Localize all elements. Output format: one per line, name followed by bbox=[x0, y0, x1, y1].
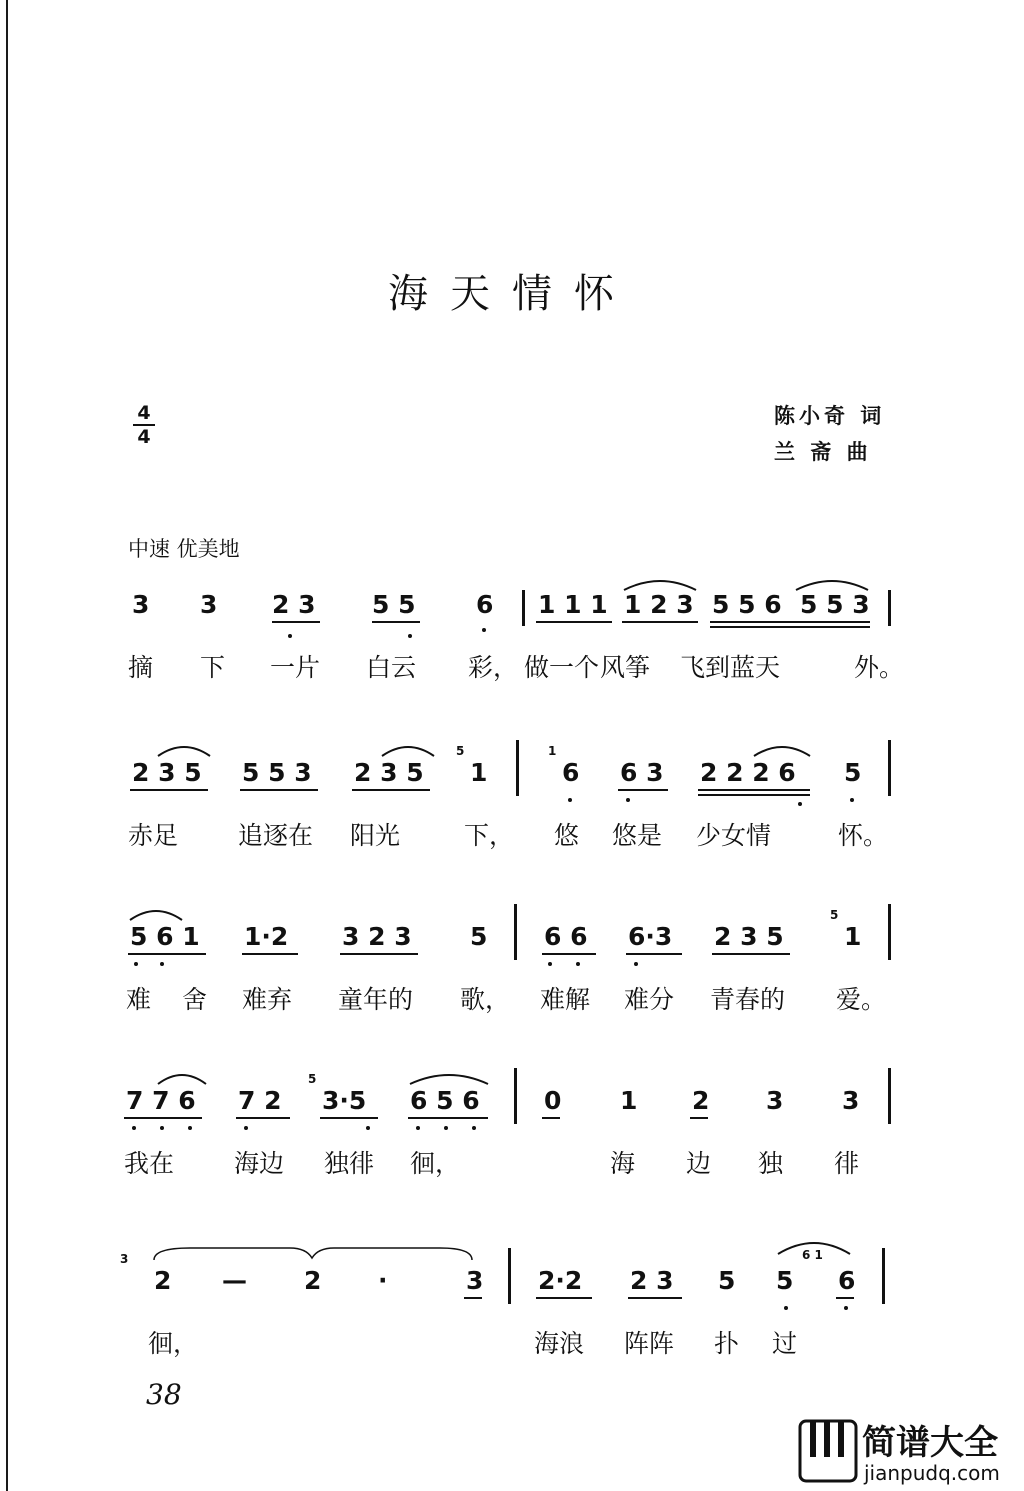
note-group: 2 bbox=[692, 1086, 710, 1115]
underline bbox=[836, 1297, 854, 1299]
note-group: 5 5 bbox=[372, 590, 416, 619]
note-group: 3 bbox=[766, 1086, 784, 1115]
note-group: 2 bbox=[154, 1266, 172, 1295]
lyric: 青春的 bbox=[710, 985, 786, 1014]
low-octave-dot bbox=[160, 962, 164, 966]
note-group: 5 5 3 bbox=[800, 590, 870, 619]
note-group: 2 3 5 bbox=[354, 758, 424, 787]
score-line-3 bbox=[120, 908, 910, 1062]
tie bbox=[150, 1242, 476, 1264]
note-group: 2 3 bbox=[272, 590, 316, 619]
low-octave-dot bbox=[444, 1126, 448, 1130]
underline bbox=[320, 1117, 378, 1119]
grace-note: 5 bbox=[308, 1072, 317, 1086]
low-octave-dot bbox=[482, 628, 486, 632]
note-group: 3 2 3 bbox=[342, 922, 412, 951]
grace-note: 1 bbox=[548, 744, 557, 758]
lyric: 难 bbox=[126, 985, 152, 1014]
lyric: 悠 bbox=[554, 821, 580, 850]
underline bbox=[622, 621, 698, 623]
note-group: 2 2 2 6 bbox=[700, 758, 796, 787]
note-group: 6 bbox=[838, 1266, 856, 1295]
underline bbox=[340, 953, 418, 955]
note-group: 3 bbox=[466, 1266, 484, 1295]
underline bbox=[242, 953, 298, 955]
lyric: 海 bbox=[610, 1149, 636, 1178]
note-group: 2 3 5 bbox=[714, 922, 784, 951]
underline bbox=[352, 789, 430, 791]
low-octave-dot bbox=[408, 634, 412, 638]
underline bbox=[536, 1297, 592, 1299]
lyric: 我在 bbox=[124, 1149, 175, 1178]
score-line-2 bbox=[120, 744, 910, 898]
lyric: 风筝 bbox=[600, 653, 651, 682]
low-octave-dot bbox=[798, 802, 802, 806]
note-group: 7 7 6 bbox=[126, 1086, 196, 1115]
time-signature-denominator: 4 bbox=[137, 426, 151, 448]
barline bbox=[888, 740, 891, 796]
low-octave-dot bbox=[416, 1126, 420, 1130]
lyric: 难分 bbox=[624, 985, 675, 1014]
note-group: · bbox=[378, 1266, 388, 1295]
lyric: 追逐在 bbox=[238, 821, 314, 850]
note-group: 5 6 1 bbox=[130, 922, 200, 951]
grace-note: 3 bbox=[120, 1252, 129, 1266]
slur bbox=[774, 1236, 854, 1256]
note-group: 2 3 bbox=[630, 1266, 674, 1295]
slur bbox=[154, 1068, 210, 1086]
note-group: 6 bbox=[562, 758, 580, 787]
watermark-name: 简谱大全 bbox=[862, 1423, 998, 1463]
underline bbox=[128, 953, 206, 955]
low-octave-dot bbox=[132, 1126, 136, 1130]
barline bbox=[514, 1068, 517, 1124]
underline bbox=[536, 621, 612, 623]
song-title: 海天情怀 bbox=[388, 271, 636, 317]
underline bbox=[712, 953, 790, 955]
lyric: 扑 bbox=[714, 1329, 740, 1358]
underline bbox=[408, 1117, 488, 1119]
lyric: 阵阵 bbox=[624, 1329, 675, 1358]
underline bbox=[130, 789, 208, 791]
lyric: 徊， bbox=[148, 1329, 199, 1358]
lyric: 舍 bbox=[182, 985, 208, 1014]
underline bbox=[626, 953, 682, 955]
lyric: 海边 bbox=[234, 1149, 285, 1178]
lyric: 徊， bbox=[410, 1149, 461, 1178]
low-octave-dot bbox=[634, 962, 638, 966]
low-octave-dot bbox=[548, 962, 552, 966]
underline bbox=[236, 1117, 290, 1119]
note-group: 3 bbox=[200, 590, 218, 619]
underline bbox=[618, 789, 668, 791]
low-octave-dot bbox=[568, 798, 572, 802]
lyric: 边 bbox=[686, 1149, 712, 1178]
low-octave-dot bbox=[576, 962, 580, 966]
piano-keys-icon bbox=[798, 1419, 858, 1483]
lyric: 悠是 bbox=[612, 821, 663, 850]
note-group: 7 2 bbox=[238, 1086, 282, 1115]
lyric: 下， bbox=[464, 821, 515, 850]
low-octave-dot bbox=[626, 798, 630, 802]
lyric: 爱。 bbox=[836, 985, 887, 1014]
site-watermark bbox=[798, 1415, 1020, 1487]
lyric: 一片 bbox=[270, 653, 321, 682]
watermark-url: jianpudq.com bbox=[864, 1461, 1000, 1485]
note-group: — bbox=[222, 1266, 247, 1295]
note-group: 5 bbox=[844, 758, 862, 787]
note-group: 5 bbox=[718, 1266, 736, 1295]
score-line-4 bbox=[120, 1072, 910, 1226]
note-group: 3·5 bbox=[322, 1086, 367, 1115]
barline bbox=[888, 1068, 891, 1124]
low-octave-dot bbox=[844, 1306, 848, 1310]
underline bbox=[542, 1117, 560, 1119]
low-octave-dot bbox=[134, 962, 138, 966]
underline bbox=[710, 626, 870, 628]
low-octave-dot bbox=[366, 1126, 370, 1130]
underline bbox=[698, 794, 810, 796]
lyric: 独 bbox=[758, 1149, 784, 1178]
low-octave-dot bbox=[160, 1126, 164, 1130]
lyric: 难弃 bbox=[242, 985, 293, 1014]
page-number: 38 bbox=[146, 1378, 182, 1411]
lyric: 外。 bbox=[854, 653, 905, 682]
underline bbox=[372, 621, 420, 623]
note-group: 5 bbox=[776, 1266, 794, 1295]
lyric: 阳光 bbox=[350, 821, 401, 850]
slur bbox=[620, 574, 700, 592]
low-octave-dot bbox=[288, 634, 292, 638]
note-group: 5 bbox=[470, 922, 488, 951]
lyric: 难解 bbox=[540, 985, 591, 1014]
barline bbox=[522, 590, 525, 626]
time-signature bbox=[132, 402, 156, 448]
grace-note: 5 bbox=[830, 908, 839, 922]
underline bbox=[710, 621, 870, 623]
lyric: 徘 bbox=[834, 1149, 860, 1178]
note-group: 5 5 6 bbox=[712, 590, 782, 619]
lyric: 摘 bbox=[128, 653, 154, 682]
lyric: 海浪 bbox=[534, 1329, 585, 1358]
note-group: 6 bbox=[476, 590, 494, 619]
note-group: 1·2 bbox=[244, 922, 289, 951]
low-octave-dot bbox=[188, 1126, 192, 1130]
barline bbox=[516, 740, 519, 796]
note-group: 1 1 1 bbox=[538, 590, 608, 619]
lyric: 过 bbox=[772, 1329, 798, 1358]
underline bbox=[542, 953, 596, 955]
lyric: 下 bbox=[200, 653, 226, 682]
grace-note: 6 1 bbox=[802, 1248, 823, 1262]
slur bbox=[406, 1068, 492, 1086]
underline bbox=[240, 789, 318, 791]
barline bbox=[514, 904, 517, 960]
lyric: 独徘 bbox=[324, 1149, 375, 1178]
page-edge-rule bbox=[6, 0, 8, 1491]
underline bbox=[464, 1297, 482, 1299]
lyric: 飞到蓝天 bbox=[680, 653, 781, 682]
low-octave-dot bbox=[850, 798, 854, 802]
note-group: 6 3 bbox=[620, 758, 664, 787]
barline bbox=[882, 1248, 885, 1304]
barline bbox=[888, 904, 891, 960]
note-group: 1 bbox=[620, 1086, 638, 1115]
note-group: 1 bbox=[844, 922, 862, 951]
time-signature-numerator: 4 bbox=[137, 402, 151, 424]
barline bbox=[508, 1248, 511, 1304]
low-octave-dot bbox=[244, 1126, 248, 1130]
slur bbox=[792, 574, 872, 592]
note-group: 0 bbox=[544, 1086, 562, 1115]
underline bbox=[698, 789, 810, 791]
lyricist-credit: 陈小奇 词 bbox=[774, 404, 886, 428]
note-group: 2 bbox=[304, 1266, 322, 1295]
note-group: 1 2 3 bbox=[624, 590, 694, 619]
note-group: 3 bbox=[842, 1086, 860, 1115]
note-group: 2·2 bbox=[538, 1266, 583, 1295]
underline bbox=[272, 621, 320, 623]
note-group: 3 bbox=[132, 590, 150, 619]
lyric: 彩， bbox=[468, 653, 519, 682]
lyric: 赤足 bbox=[128, 821, 179, 850]
score-line-5 bbox=[120, 1248, 910, 1406]
underline bbox=[628, 1297, 682, 1299]
note-group: 2 3 5 bbox=[132, 758, 202, 787]
slur bbox=[378, 740, 438, 758]
note-group: 5 5 3 bbox=[242, 758, 312, 787]
lyric: 童年的 bbox=[338, 985, 414, 1014]
lyric: 少女情 bbox=[696, 821, 772, 850]
note-group: 1 bbox=[470, 758, 488, 787]
lyric: 做一个 bbox=[524, 653, 600, 682]
tempo-marking: 中速 优美地 bbox=[128, 537, 240, 561]
slur bbox=[126, 904, 186, 922]
lyric: 歌， bbox=[460, 985, 511, 1014]
slur bbox=[154, 740, 214, 758]
low-octave-dot bbox=[784, 1306, 788, 1310]
note-group: 6 6 bbox=[544, 922, 588, 951]
underline bbox=[124, 1117, 202, 1119]
score-line-1 bbox=[120, 590, 910, 730]
slur bbox=[750, 740, 814, 758]
composer-credit: 兰 斋 曲 bbox=[774, 440, 872, 464]
note-group: 6·3 bbox=[628, 922, 673, 951]
underline bbox=[690, 1117, 708, 1119]
grace-note: 5 bbox=[456, 744, 465, 758]
low-octave-dot bbox=[472, 1126, 476, 1130]
lyric: 怀。 bbox=[838, 821, 889, 850]
note-group: 6 5 6 bbox=[410, 1086, 480, 1115]
barline bbox=[888, 590, 891, 626]
lyric: 白云 bbox=[366, 653, 417, 682]
